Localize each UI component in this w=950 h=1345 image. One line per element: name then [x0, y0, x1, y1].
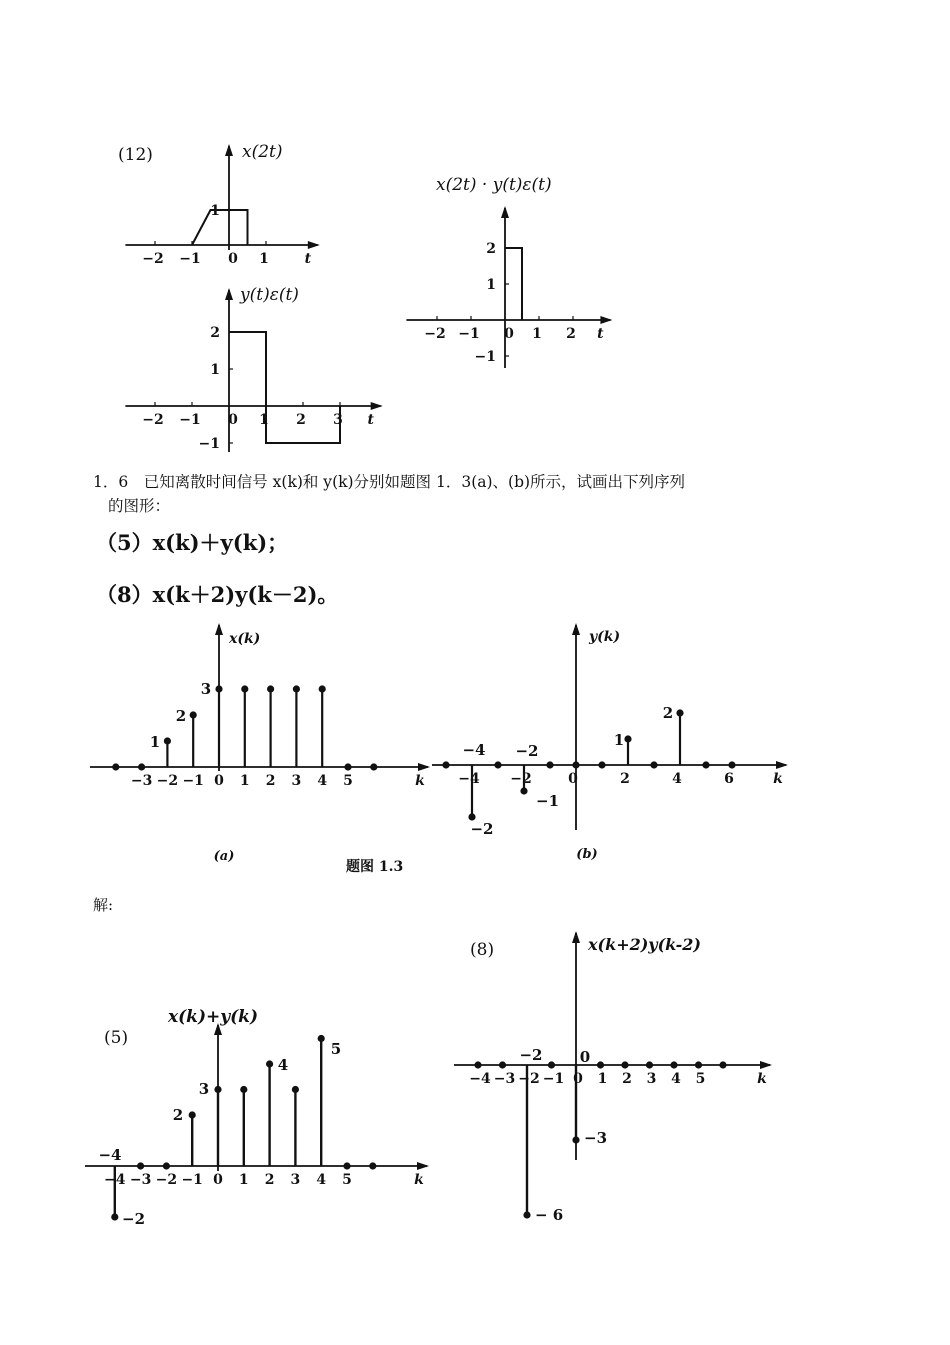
problem-text-line1: 1．6 已知离散时间信号 x(k)和 y(k)分别如题图 1．3(a)、(b)所示，试画出下列序列 — [93, 473, 686, 491]
problem-item-8: （8）x(k＋2)y(k－2)。 — [96, 582, 339, 607]
value-label: 2 — [662, 704, 674, 722]
problem-item-5: （5）x(k)＋y(k)； — [96, 530, 289, 555]
x-tick-label: −2 — [156, 773, 179, 789]
stem-point — [163, 1162, 170, 1169]
x-axis-arrowhead — [371, 402, 383, 410]
x-tick-label: −4 — [104, 1172, 126, 1188]
chart-x2t — [125, 146, 317, 250]
stem-point — [214, 1086, 221, 1093]
stem-point — [624, 735, 631, 742]
x-tick-label: 5 — [342, 1172, 352, 1188]
x-tick-label: 2 — [264, 1172, 275, 1188]
x-axis-arrowhead — [776, 761, 788, 769]
chart-title: y(t)ε(t) — [240, 285, 299, 305]
x-tick-label: 0 — [573, 1071, 583, 1087]
x-axis-label: t — [304, 251, 312, 267]
x-tick-label: −2 — [424, 326, 446, 342]
chart-title: x(k) — [229, 631, 261, 647]
x-tick-label: −1 — [179, 251, 201, 267]
x-tick-label: 0 — [214, 773, 224, 789]
x-axis-label: t — [597, 326, 604, 342]
stem-point — [676, 709, 683, 716]
stem-point — [292, 1086, 299, 1093]
y-tick-label: −1 — [474, 349, 496, 365]
y-axis-arrowhead — [572, 931, 580, 943]
stem-point — [650, 761, 657, 768]
x-tick-label: 0 — [568, 771, 578, 787]
y-axis-arrowhead — [572, 623, 580, 635]
value-label: −3 — [584, 1129, 608, 1147]
value-label: −1 — [536, 792, 560, 810]
value-label: 2 — [175, 707, 187, 725]
value-label: 0 — [579, 1048, 591, 1066]
stem-point — [572, 761, 579, 768]
stem-point — [215, 685, 222, 692]
x-tick-label: 4 — [317, 773, 328, 789]
x-tick-label: 4 — [672, 771, 682, 787]
x-tick-label: 6 — [724, 771, 734, 787]
value-label: 1 — [149, 733, 161, 751]
stem-point — [241, 685, 248, 692]
x-tick-label: 0 — [213, 1172, 223, 1188]
value-label: −2 — [470, 820, 494, 838]
x-tick-label: −3 — [129, 1172, 152, 1188]
value-label: −2 — [515, 742, 539, 760]
x-tick-label: 0 — [504, 326, 514, 342]
stem-point — [499, 1061, 506, 1068]
x-axis-label: k — [414, 1172, 424, 1188]
stem-point — [266, 1060, 273, 1067]
panel-label: (5) — [104, 1028, 129, 1048]
x-tick-label: −1 — [179, 412, 201, 428]
problem-text-line2: 的图形： — [108, 497, 171, 515]
x-tick-label: −3 — [130, 773, 153, 789]
x-tick-label: −4 — [469, 1071, 491, 1087]
stem-point — [319, 685, 326, 692]
x-tick-label: 3 — [291, 773, 302, 789]
x-axis-label: k — [757, 1071, 767, 1087]
panel-label: (8) — [470, 940, 495, 960]
value-label: −4 — [98, 1146, 122, 1164]
stem-point — [621, 1061, 628, 1068]
y-tick-label: 2 — [210, 325, 220, 341]
x-tick-label: −1 — [181, 1172, 203, 1188]
stem-point — [344, 763, 351, 770]
chart-title: x(k+2)y(k-2) — [588, 935, 701, 954]
x-tick-label: −2 — [142, 412, 164, 428]
stem-point — [646, 1061, 653, 1068]
x-tick-label: 0 — [228, 251, 238, 267]
x-tick-label: 4 — [316, 1172, 327, 1188]
x-tick-label: 0 — [228, 412, 238, 428]
x-tick-label: 1 — [597, 1071, 608, 1087]
x-tick-label: 2 — [566, 326, 576, 342]
chart-title: x(2t) · y(t)ε(t) — [436, 175, 552, 195]
stem-point — [240, 1086, 247, 1093]
stem-point — [164, 737, 171, 744]
stem-point — [343, 1162, 350, 1169]
x-tick-label: −1 — [182, 773, 204, 789]
y-tick-label: 1 — [486, 277, 496, 293]
chart-product — [406, 208, 610, 368]
value-label: 5 — [330, 1040, 342, 1058]
x-tick-label: 2 — [265, 773, 276, 789]
x-tick-label: 5 — [695, 1071, 706, 1087]
stem-point — [137, 1162, 144, 1169]
subfigure-label: (a) — [213, 849, 235, 864]
x-tick-label: 1 — [259, 412, 269, 428]
x-axis-label: k — [415, 773, 425, 789]
panel-label: (12) — [118, 145, 153, 165]
value-label: − 6 — [535, 1206, 564, 1224]
stem-point — [523, 1211, 530, 1218]
stem-point — [267, 685, 274, 692]
stem-point — [111, 1213, 118, 1220]
x-axis-arrowhead — [308, 241, 320, 249]
value-label: 1 — [613, 731, 625, 749]
stem-point — [369, 1162, 376, 1169]
x-tick-label: −2 — [518, 1071, 540, 1087]
stem-point — [112, 763, 119, 770]
stem-point — [695, 1061, 702, 1068]
stem-point — [728, 761, 735, 768]
y-axis-arrowhead — [225, 288, 233, 300]
value-label: −2 — [122, 1210, 146, 1228]
chart-title: x(k)+y(k) — [168, 1007, 258, 1027]
value-label: 4 — [277, 1056, 289, 1074]
stem-point — [597, 1061, 604, 1068]
x-tick-label: 1 — [259, 251, 269, 267]
x-tick-label: 1 — [532, 326, 542, 342]
solution-label: 解: — [93, 896, 114, 914]
x-tick-label: −2 — [142, 251, 164, 267]
y-axis-arrowhead — [225, 144, 233, 156]
stem-point — [719, 1061, 726, 1068]
stem-point — [293, 685, 300, 692]
value-label: 3 — [198, 1080, 210, 1098]
chart-title: y(k) — [589, 629, 621, 645]
stem-point — [572, 1136, 579, 1143]
y-tick-label: 1 — [210, 203, 220, 219]
x-tick-label: 3 — [333, 412, 343, 428]
stem-point — [494, 761, 501, 768]
stem-point — [318, 1035, 325, 1042]
x-tick-label: 1 — [239, 773, 250, 789]
stem-point — [670, 1061, 677, 1068]
chart-yk — [432, 625, 786, 830]
figure-caption: 题图 1.3 — [346, 859, 404, 875]
value-label: 2 — [172, 1106, 184, 1124]
y-tick-label: −1 — [198, 436, 220, 452]
stem-point — [190, 711, 197, 718]
x-tick-label: 3 — [646, 1071, 657, 1087]
x-tick-label: −1 — [458, 326, 480, 342]
subfigure-label: (b) — [576, 847, 598, 862]
value-label: −4 — [462, 741, 486, 759]
x-tick-label: 4 — [671, 1071, 681, 1087]
y-tick-label: 2 — [486, 241, 496, 257]
value-label: 3 — [200, 680, 212, 698]
x-tick-label: 2 — [620, 771, 630, 787]
stem-point — [138, 763, 145, 770]
x-tick-label: −2 — [510, 771, 532, 787]
stem-point — [520, 787, 527, 794]
x-tick-label: −1 — [542, 1071, 565, 1087]
x-axis-arrowhead — [760, 1061, 772, 1069]
x-tick-label: −2 — [155, 1172, 178, 1188]
stem-point — [702, 761, 709, 768]
y-axis-arrowhead — [215, 623, 223, 635]
x-tick-label: 5 — [343, 773, 353, 789]
x-tick-label: 1 — [238, 1172, 249, 1188]
y-axis-arrowhead — [501, 206, 509, 218]
stem-point — [189, 1111, 196, 1118]
signal-waveform — [229, 332, 340, 443]
x-tick-label: −3 — [493, 1071, 516, 1087]
x-tick-label: 3 — [290, 1172, 301, 1188]
chart-title: x(2t) — [242, 142, 283, 162]
stem-point — [546, 761, 553, 768]
chart-sum5 — [85, 1025, 427, 1221]
x-axis-label: t — [367, 412, 374, 428]
stem-point — [474, 1061, 481, 1068]
stem-point — [598, 761, 605, 768]
x-tick-label: 2 — [296, 412, 306, 428]
x-tick-label: −4 — [458, 771, 480, 787]
x-axis-arrowhead — [417, 1162, 429, 1170]
x-axis-label: k — [773, 771, 783, 787]
y-tick-label: 1 — [210, 362, 220, 378]
stem-point — [548, 1061, 555, 1068]
stem-point — [442, 761, 449, 768]
stem-point — [370, 763, 377, 770]
x-axis-arrowhead — [418, 763, 430, 771]
value-label: −2 — [519, 1046, 543, 1064]
x-axis-arrowhead — [600, 316, 612, 324]
x-tick-label: 2 — [622, 1071, 632, 1087]
